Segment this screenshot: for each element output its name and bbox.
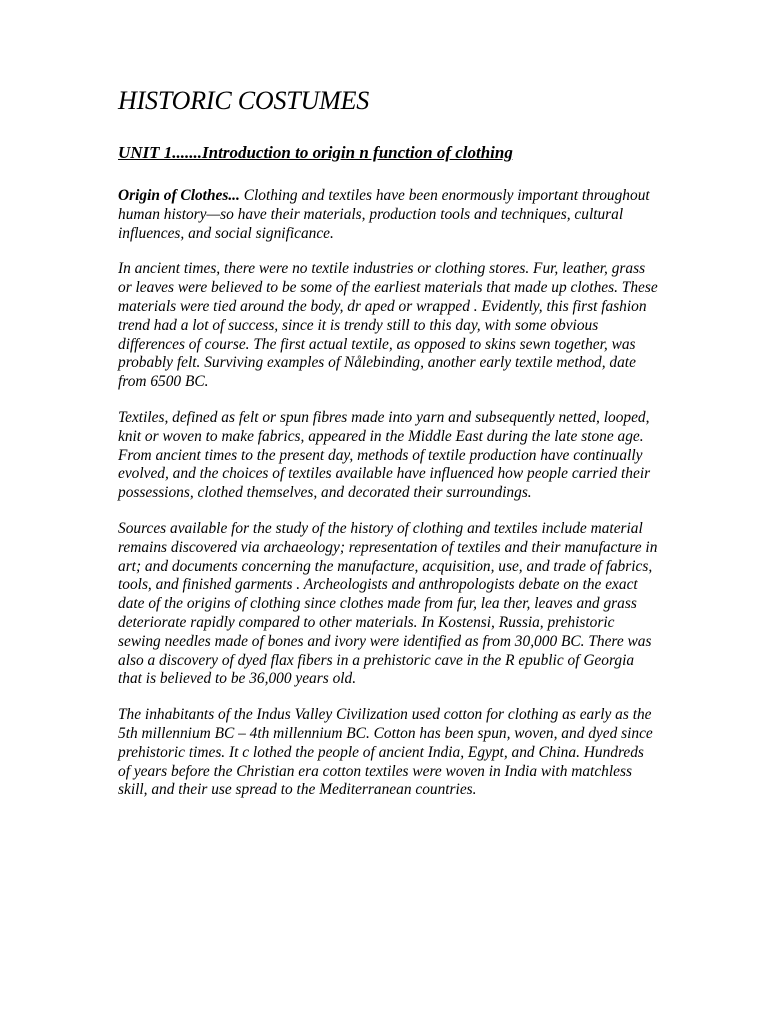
paragraph-lead: Origin of Clothes... xyxy=(118,187,240,204)
paragraph-sources: Sources available for the study of the history of clothing and textiles include material remains discovered via archaeology; representation of textiles and their manufacture in art; and documents concerning the manufacture, acquisition, use, and trade of fabrics, tools, and finished garments . Archeologists and anthropologists debate on the exact date of the origins of clothing since clothes made from fur, lea ther, leaves and grass deteriorate rapidly compared to other materials. In Kostensi, Russia, prehistoric sewing needles made of bones and ivory were identified as from 30,000 BC. There was also a discovery of dyed flax fibers in a prehistoric cave in the R epublic of Georgia that is believed to be 36,000 years old. xyxy=(118,519,658,688)
paragraph-text: Clothing and textiles have been enormously important throughout human history—so have their materials, production tools and techniques, cultural influences, and social significance. xyxy=(118,187,650,242)
paragraph-origin-of-clothes xyxy=(118,187,658,243)
document-page xyxy=(118,84,658,800)
unit-heading: UNIT 1.......Introduction to origin n function of clothing xyxy=(118,143,513,162)
paragraph-textiles: Textiles, defined as felt or spun fibres made into yarn and subsequently netted, looped, knit or woven to make fabrics, appeared in the Middle East during the late stone age. From ancient times to the present day, methods of textile production have continually evolved, and the choices of textiles available have influenced how people carried their possessions, clothed themselves, and decorated their surroundings. xyxy=(118,408,651,502)
paragraph-indus-valley: The inhabitants of the Indus Valley Civilization used cotton for clothing as early as the 5th millennium BC – 4th millennium BC. Cotton has been spun, woven, and dyed since prehistoric times. It c lothed the people of ancient India, Egypt, and China. Hundreds of years before the Christian era cotton textiles were woven in India with matchless skill, and their use spread to the Mediterranean countries. xyxy=(118,706,653,799)
document-title: HISTORIC COSTUMES xyxy=(118,86,370,115)
paragraph-ancient-times: In ancient times, there were no textile industries or clothing stores. Fur, leather, grass or leaves were believed to be some of the earliest materials that made up clothes. These materials were tied around the body, dr aped or wrapped . Evidently, this first fashion trend had a lot of success, since it is trendy still to this day, with some obvious differences of course. The first actual textile, as opposed to skins sewn together, was probably felt. Surviving examples of Nålebinding, another early textile method, date from 6500 BC. xyxy=(118,260,658,391)
